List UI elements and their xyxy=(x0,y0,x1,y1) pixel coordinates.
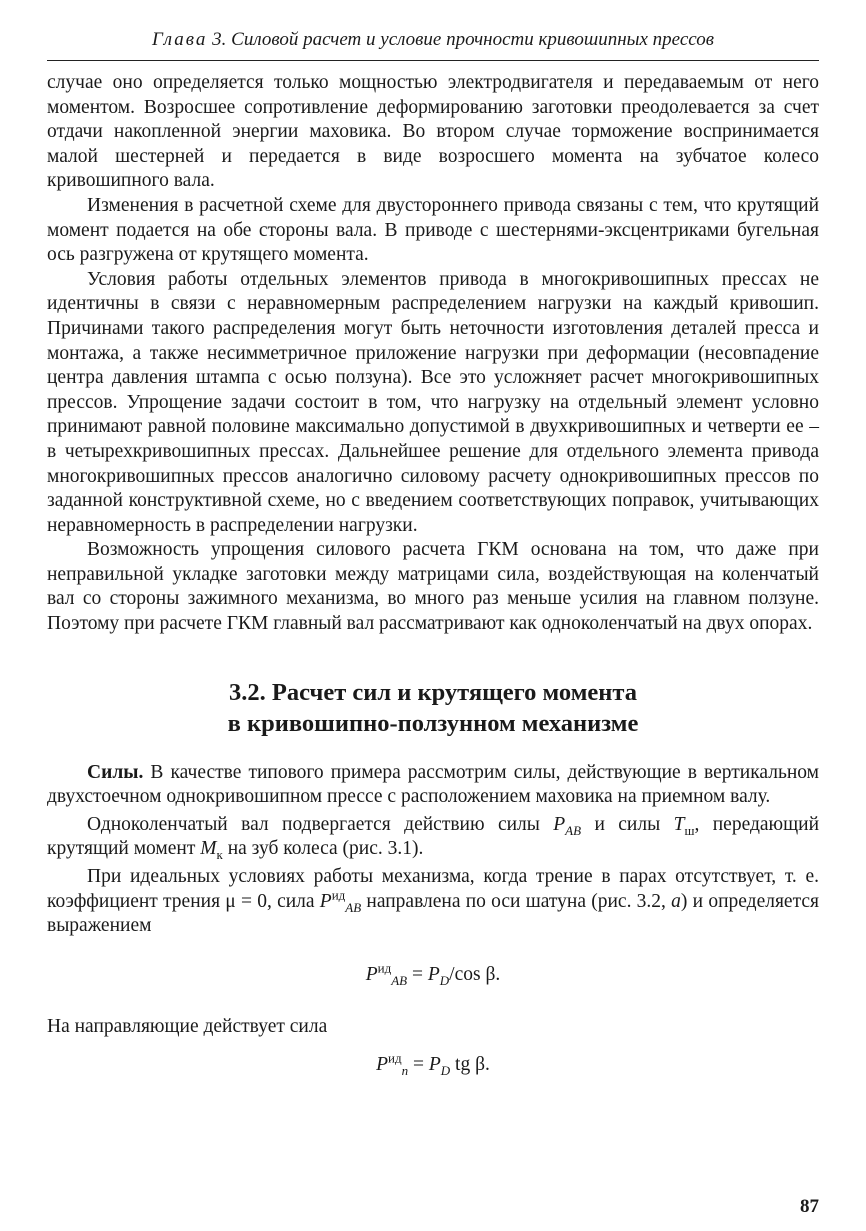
running-header xyxy=(47,28,819,61)
paragraph-shaft xyxy=(47,813,819,862)
superscript-id: ид xyxy=(377,960,392,976)
superscript-id: ид xyxy=(331,887,346,903)
section-heading-line-2: в кривошипно-ползунном механизме xyxy=(227,709,639,737)
subscript-n: n xyxy=(401,1063,409,1079)
symbol-p: P xyxy=(553,813,566,835)
symbol-t: T xyxy=(673,813,685,835)
formula-pn xyxy=(47,1050,819,1079)
formula-pab xyxy=(47,960,819,988)
text-run: и силы xyxy=(581,813,674,835)
section-heading xyxy=(47,677,819,739)
page-number: 87 xyxy=(800,1196,819,1217)
symbol-p: P xyxy=(427,963,440,985)
paragraph-2: Изменения в расчетной схеме для двустороннего привода связаны с тем, что крутящий момент подается на обе стороны вала. В приводе с шестернями-эксцентриками бугельная ось разгружена от крутящего момента. xyxy=(47,194,819,266)
text-run: При идеальных условиях работы механизма, когда трение в парах отсутствует, т. е. коэффициент трения μ = 0, сила xyxy=(47,866,819,912)
symbol-p: P xyxy=(428,1054,441,1076)
symbol-p: P xyxy=(365,963,378,985)
paragraph-forces-text: В качестве типового примера рассмотрим силы, действующие в вертикальном двухстоечном однокривошипном прессе с расположением маховика на приемном валу. xyxy=(47,761,819,808)
text-run: направлена по оси шатуна (рис. 3.2, xyxy=(361,890,672,912)
chapter-number: 3. xyxy=(212,29,227,50)
symbol-p: P xyxy=(376,1054,389,1076)
symbol-m: M xyxy=(200,838,217,860)
chapter-label: Глава xyxy=(151,29,208,50)
text-run: на зуб колеса (рис. 3.1). xyxy=(222,838,424,860)
subscript-d: D xyxy=(440,1063,451,1079)
text-run: ) и определяется выражением xyxy=(47,890,819,937)
superscript-id: ид xyxy=(388,1050,402,1066)
chapter-title: Силовой расчет и условие прочности кривошипных прессов xyxy=(231,29,715,50)
paragraph-4: Возможность упрощения силового расчета ГКМ основана на том, что даже при неправильной укладке заготовки между матрицами сила, воздействующая на коленчатый вал со стороны зажимного механизма, во много раз меньше усилия на главном ползуне. Поэтому при расчете ГКМ главный вал рассматривают как одноколенчатый на двух опорах. xyxy=(47,539,819,635)
paragraph-3: Условия работы отдельных элементов привода в многокривошипных прессах не идентичны в связи с неравномерным распределением нагрузки на каждый кривошип. Причинами такого распределения могут быть неточности изготовления деталей пресса и монтажа, а также несимметричное приложение нагрузки при деформации (несовпадение центра давления штампа с осью ползуна). Все это усложняет расчет многокривошипных прессов. Упрощение задачи состоит в том, что нагрузку на отдельный элемент условно принимают равной половине максимально допустимой в двухкривошипных и четверти ее – в четырехкривошипных прессах. Дальнейшее решение для отдельного элемента привода многокривошипных прессов аналогично силовому расчету однокривошипных прессов по заданной конструктивной схеме, но с введением соответствующих поправок, учитывающих неравномерность в распределении нагрузки. xyxy=(47,268,819,536)
book-page xyxy=(47,28,819,1218)
formula-rest: /cos β. xyxy=(449,963,501,985)
paragraph-lead: Силы. xyxy=(87,761,144,783)
subscript-k: к xyxy=(216,847,223,863)
paragraph-1: случае оно определяется только мощностью электродвигателя и передаваемым от него моментом. Возросшее сопротивление деформированию заготовки преодолевается за счет отдачи накопленной энергии маховика. Во втором случае торможение воспринимается малой шестерней и передается в виде возросшего момента на зубчатое колесо кривошипного вала. xyxy=(47,72,819,192)
subscript-sh: ш xyxy=(684,822,695,838)
figure-letter: а xyxy=(671,890,681,912)
subscript-d: D xyxy=(439,972,450,988)
equals-sign: = xyxy=(407,963,428,985)
subscript-ab: AB xyxy=(565,822,582,838)
section-heading-line-1: 3.2. Расчет сил и крутящего момента xyxy=(229,678,637,706)
paragraph-guides: На направляющие действует сила xyxy=(47,1015,328,1037)
paragraph-ideal xyxy=(47,865,819,939)
text-run: Одноколенчатый вал подвергается действию силы xyxy=(87,813,554,835)
paragraph-forces xyxy=(47,761,819,810)
symbol-p: P xyxy=(319,890,332,912)
subscript-ab: AB xyxy=(391,972,408,988)
subscript-ab: AB xyxy=(345,899,362,915)
text-run: , передающий крутящий момент xyxy=(47,813,820,860)
equals-sign: = xyxy=(408,1054,429,1076)
formula-rest: tg β. xyxy=(450,1054,490,1076)
